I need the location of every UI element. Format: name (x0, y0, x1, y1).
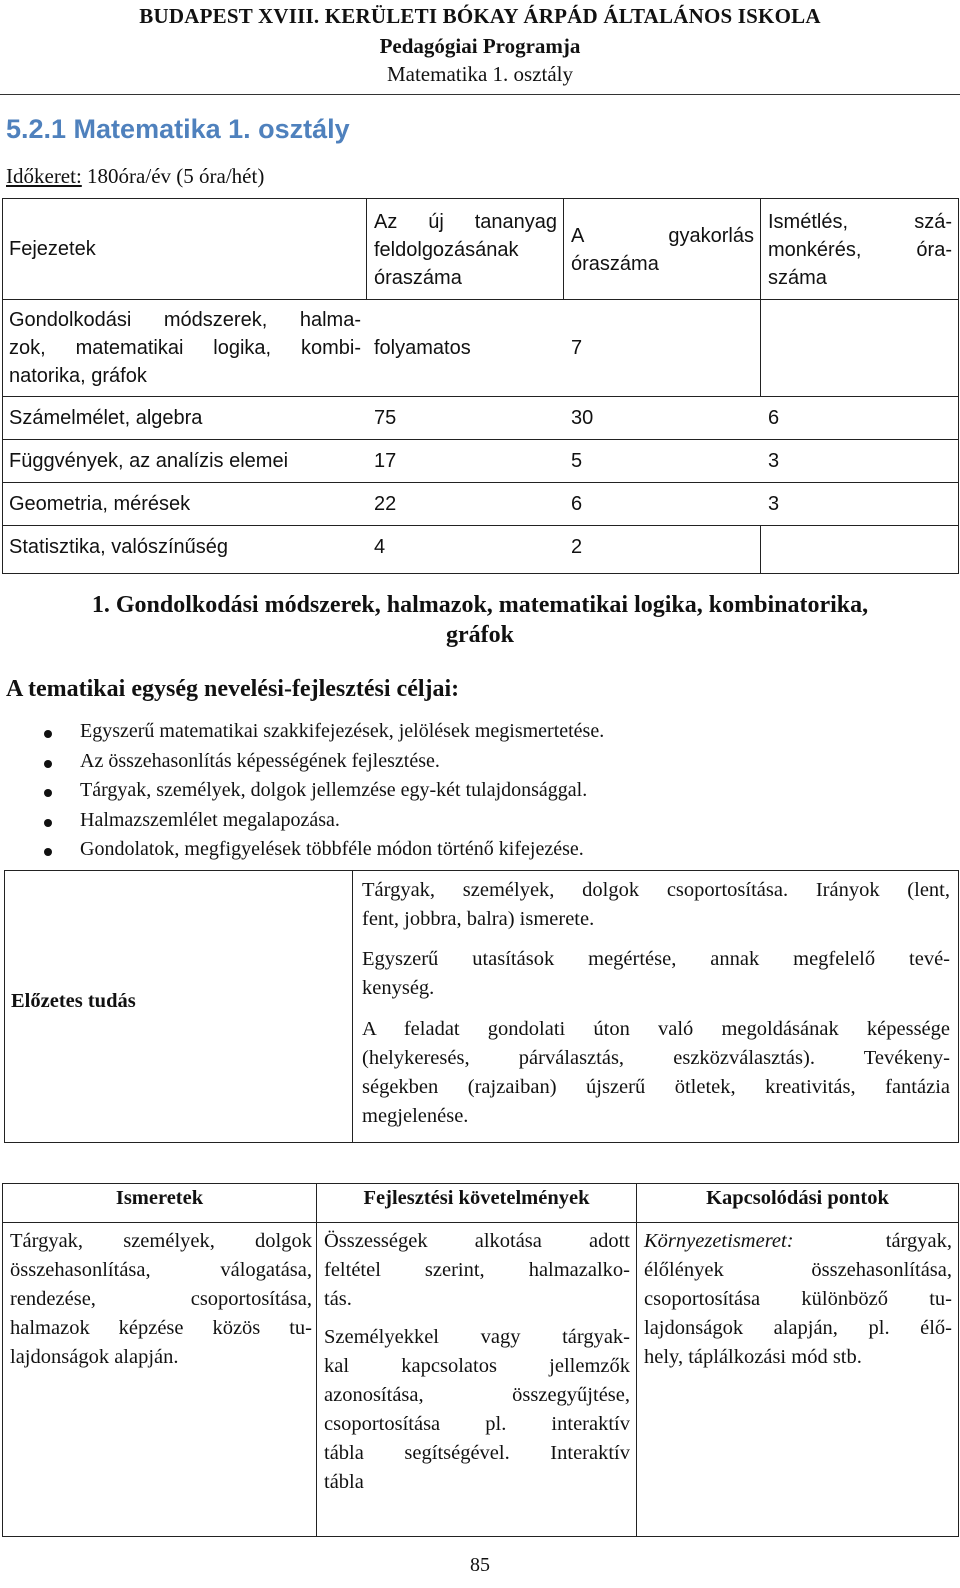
table-cell-practice: 2 (571, 536, 583, 558)
table-cell-review: 3 (768, 493, 780, 515)
page-number: 85 (470, 1554, 490, 1576)
subject-name: Matematika 1. osztály (386, 62, 574, 86)
table-cell-practice: 6 (571, 493, 583, 515)
time-frame-label: Időkeret: (6, 164, 82, 188)
prior-knowledge-paragraph: A feladat gondolati úton való megoldásának képessége (helykeresés, párválasztás, eszközválasztás). Tevékeny- ségekben (rajzaiban) újszerű ötletek, kreativitás, fantázia megjelenése. (362, 1018, 950, 1127)
knowledge-cell: Tárgyak, személyek, dolgok összehasonlítása, válogatása, rendezése, csoportosítása, halmazok képzése közös tu- lajdonságok alapján. (10, 1230, 312, 1368)
list-item: Az összehasonlítás képességének fejlesztése. (30, 750, 604, 780)
bullet-icon (44, 848, 52, 856)
header-divider (0, 94, 960, 95)
table-row-chapter: Számelmélet, algebra (9, 407, 203, 429)
prior-knowledge-paragraph: Tárgyak, személyek, dolgok csoportosítása. Irányok (lent, fent, jobbra, balra) ismerete. (362, 879, 950, 930)
school-name: BUDAPEST XVIII. KERÜLETI BÓKAY ÁRPÁD ÁLTALÁNOS ISKOLA (139, 4, 821, 28)
list-item: Halmazszemlélet megalapozása. (30, 809, 604, 839)
prior-knowledge-paragraph: Egyszerű utasítások megértése, annak megfelelő tevé- kenység. (362, 948, 950, 999)
table-cell-new: 22 (374, 493, 397, 515)
bullet-icon (44, 819, 52, 827)
col-header-new-material: Az új tananyag feldolgozásának óraszáma (374, 211, 557, 289)
table-cell-practice: 7 (571, 337, 583, 359)
table-row-chapter: Függvények, az analízis elemei (9, 450, 289, 472)
table-cell-review: 3 (768, 450, 780, 472)
col-header-knowledge: Ismeretek (115, 1187, 204, 1209)
table-cell-new: 75 (374, 407, 397, 429)
section-title: 5.2.1 Matematika 1. osztály (6, 114, 350, 144)
table-row-chapter: Statisztika, valószínűség (9, 536, 228, 558)
links-cell: Környezetismeret: tárgyak, élőlények összehasonlítása, csoportosítása különböző tu- lajdonságok alapján, pl. élő- hely, táplálkozási mód stb. (644, 1230, 952, 1368)
col-header-chapters: Fejezetek (9, 238, 96, 260)
program-name: Pedagógiai Programja (379, 34, 581, 58)
prior-knowledge-label: Előzetes tudás (11, 990, 136, 1012)
bullet-icon (44, 760, 52, 768)
col-header-review: Ismétlés, szá- monkérés, óra- száma (768, 211, 952, 289)
col-header-requirements: Fejlesztési követelmények (363, 1187, 590, 1209)
goals-heading: A tematikai egység nevelési-fejlesztési céljai: (6, 676, 460, 702)
col-header-links: Kapcsolódási pontok (706, 1187, 889, 1209)
col-header-practice: A gyakorlás óraszáma (571, 225, 754, 275)
table-cell-practice: 5 (571, 450, 583, 472)
bullet-icon (44, 789, 52, 797)
table-row-chapter: Gondolkodási módszerek, halma- zok, matematikai logika, kombi- natorika, gráfok (9, 309, 361, 387)
table-cell-new: folyamatos (374, 337, 471, 359)
unit-heading-line1: 1. Gondolkodási módszerek, halmazok, matematikai logika, kombinatorika, (91, 592, 869, 618)
goals-list (30, 720, 604, 868)
table-row-chapter: Geometria, mérések (9, 493, 191, 515)
unit-heading-line2: gráfok (446, 622, 514, 648)
table-cell-review: 6 (768, 407, 780, 429)
requirements-cell: Összességek alkotása adott feltétel szerint, halmazalko- tás. Személyekkel vagy tárgyak- kal kapcsolatos jellemzők azonosítása, összegyűjtése, csoportosítása pl. interaktív tábla segítségével. Interaktív tábla (324, 1230, 630, 1493)
list-item: Egyszerű matematikai szakkifejezések, jelölések megismertetése. (30, 720, 604, 750)
table-cell-practice: 30 (571, 407, 594, 429)
list-item: Tárgyak, személyek, dolgok jellemzése egy-két tulajdonsággal. (30, 779, 604, 809)
time-frame (6, 164, 264, 189)
list-item: Gondolatok, megfigyelések többféle módon történő kifejezése. (30, 838, 604, 868)
table-cell-new: 4 (374, 536, 386, 558)
bullet-icon (44, 730, 52, 738)
time-frame-value: 180óra/év (5 óra/hét) (81, 164, 265, 188)
table-cell-new: 17 (374, 450, 397, 472)
